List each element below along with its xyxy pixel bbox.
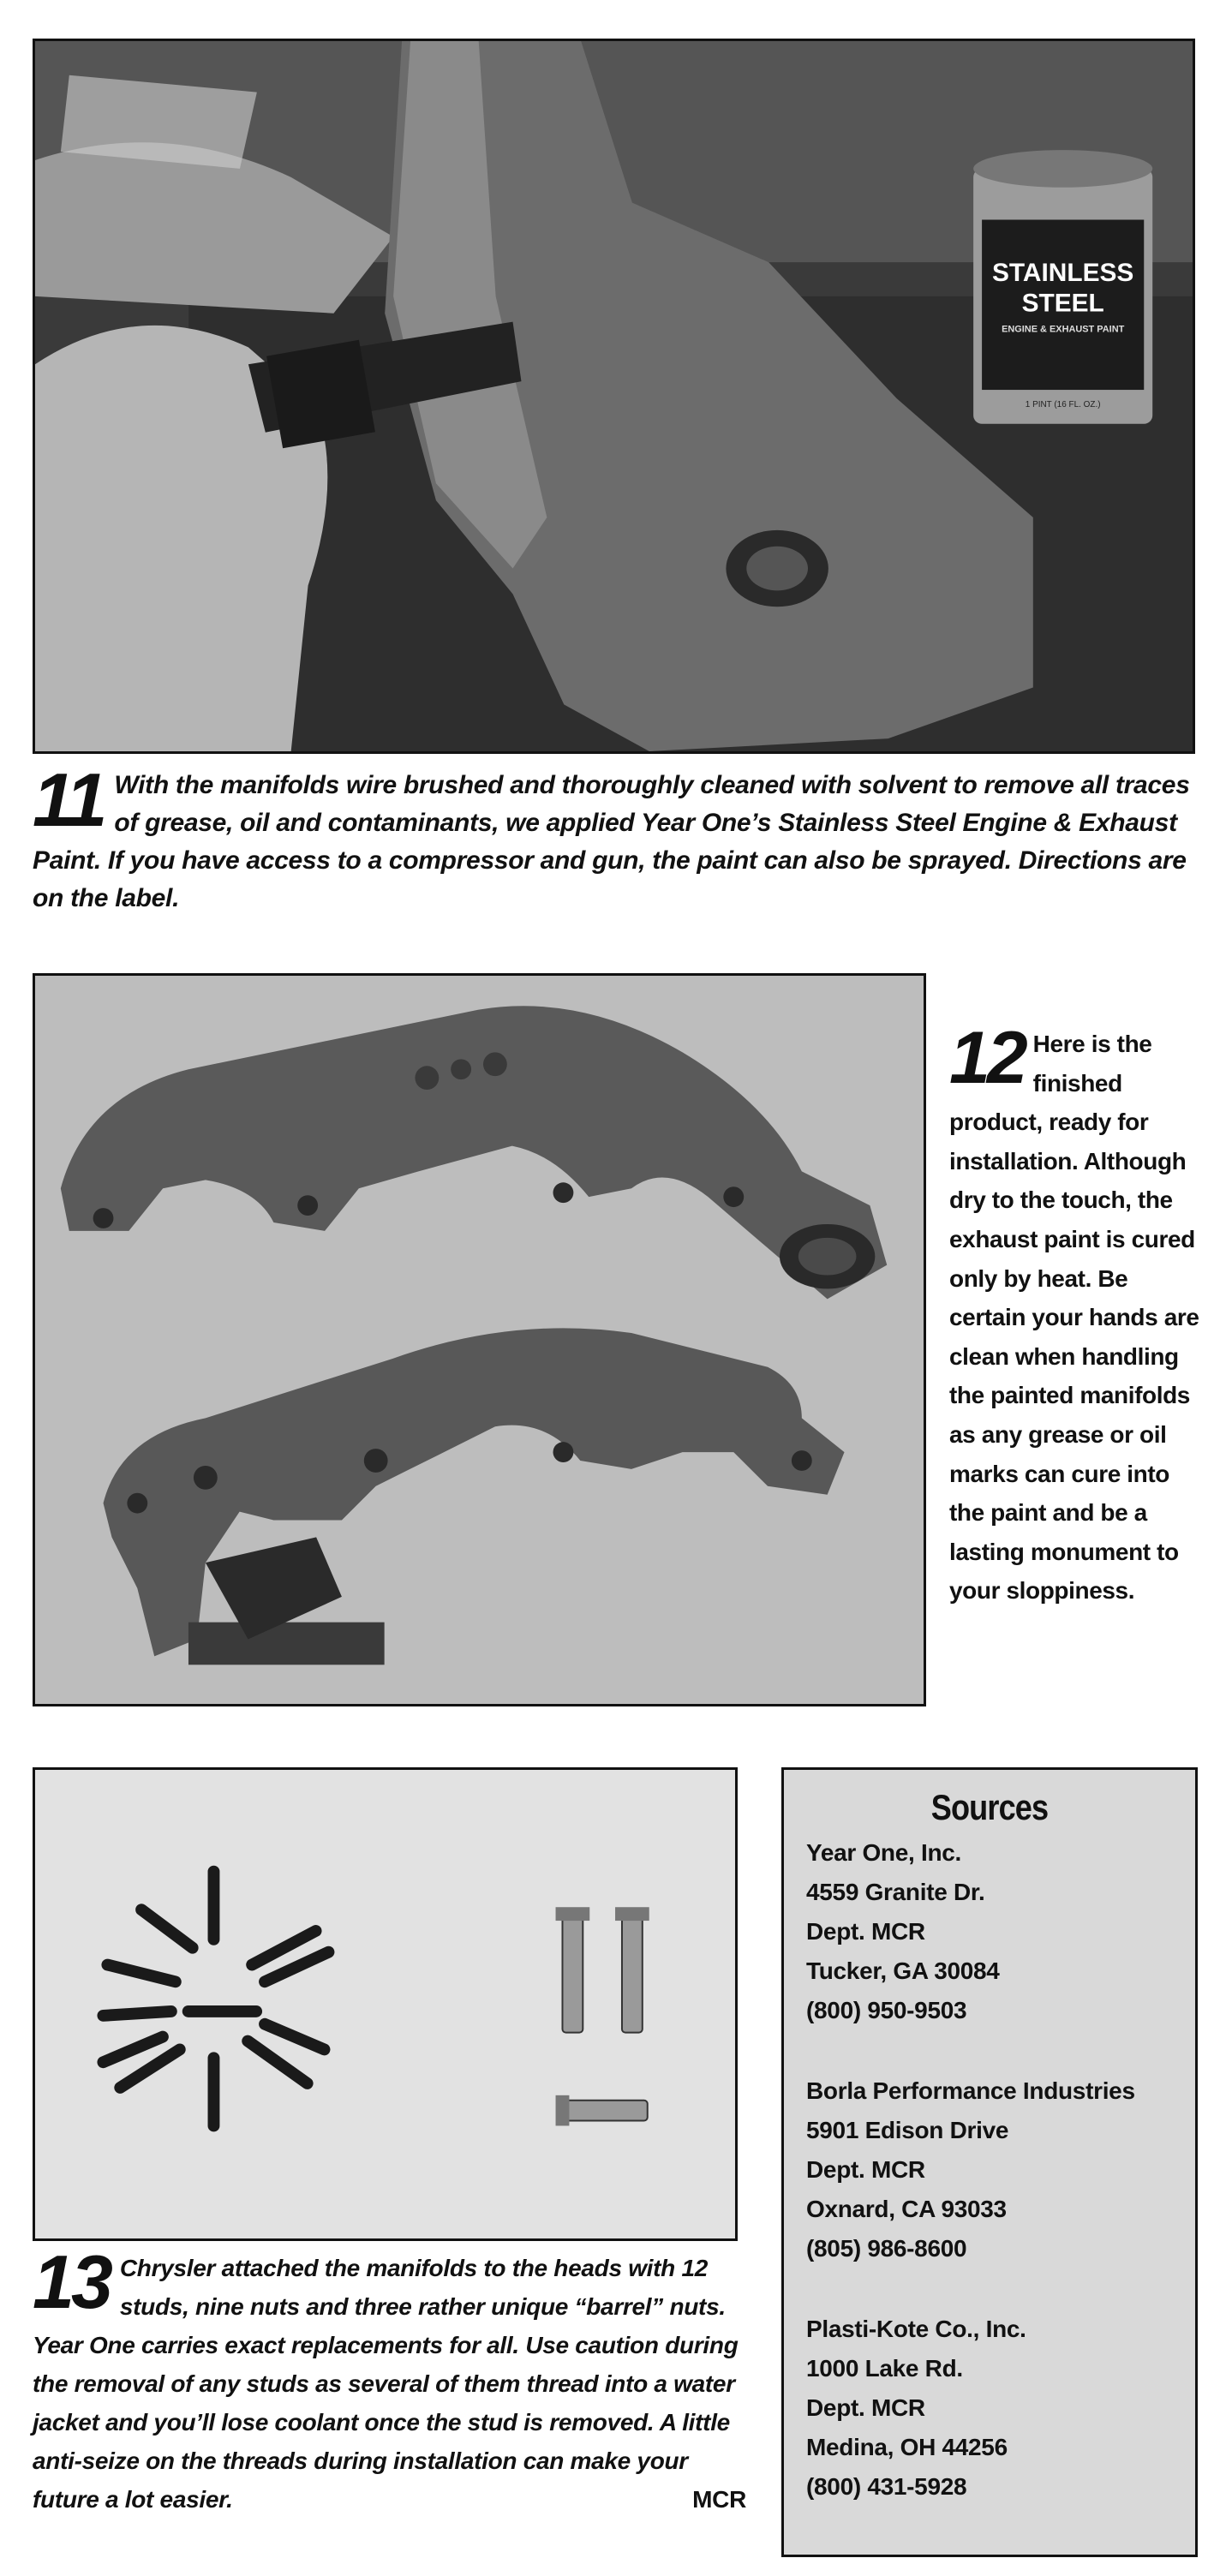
photo-studs-and-nuts: [33, 1767, 738, 2241]
sources-title: Sources: [930, 1787, 1049, 1827]
step-number-12: 12: [949, 1017, 1025, 1099]
source-name: Plasti-Kote Co., Inc.: [806, 2316, 1026, 2342]
source-address: 1000 Lake Rd.: [806, 2355, 963, 2382]
source-dept: Dept. MCR: [806, 2394, 925, 2421]
author-signature: MCR: [692, 2486, 746, 2513]
source-city: Tucker, GA 30084: [806, 1957, 1000, 1984]
source-dept: Dept. MCR: [806, 2156, 925, 2183]
can-label-line3: ENGINE & EXHAUST PAINT: [1002, 324, 1125, 335]
source-name: Borla Performance Industries: [806, 2077, 1135, 2104]
photo-painting-manifold: [33, 39, 1195, 754]
photo-finished-manifolds: [33, 973, 926, 1706]
source-dept: Dept. MCR: [806, 1918, 925, 1945]
source-entry-plasti-kote: [806, 2310, 1173, 2507]
sources-box: [781, 1767, 1198, 2557]
source-entry-borla: [806, 2071, 1173, 2268]
source-phone: (805) 986-8600: [806, 2235, 967, 2262]
source-phone: (800) 431-5928: [806, 2473, 967, 2500]
can-label-line2: STEEL: [1021, 289, 1104, 318]
step-11-text: With the manifolds wire brushed and thoroughly cleaned with solvent to remove all traces of grease, oil and contaminants, we applied Year One’s Stainless Steel Engine & Exhaust Paint. If you have access to a compressor and gun, the paint can also be sprayed. Directions are on the label.: [33, 771, 1190, 912]
source-city: Medina, OH 44256: [806, 2434, 1008, 2460]
source-address: 5901 Edison Drive: [806, 2117, 1009, 2143]
can-label-size: 1 PINT (16 FL. OZ.): [1025, 399, 1101, 409]
caption-step-13: [33, 2239, 746, 2519]
can-label-line1: STAINLESS: [992, 259, 1134, 287]
source-city: Oxnard, CA 93033: [806, 2196, 1007, 2222]
step-number-13: 13: [33, 2239, 110, 2324]
source-phone: (800) 950-9503: [806, 1997, 967, 2023]
caption-step-12: [949, 1017, 1206, 1611]
step-12-text: Here is the finished product, ready for installation. Although dry to the touch, the exhaust paint is cured only by heat. Be certain your hands are clean when handling the painted manifolds as any grease or oil marks can cure into the paint and be a lasting monument to your sloppiness.: [949, 1031, 1199, 1605]
caption-step-11: [33, 757, 1195, 917]
source-name: Year One, Inc.: [806, 1839, 961, 1866]
step-number-11: 11: [33, 757, 105, 842]
source-address: 4559 Granite Dr.: [806, 1879, 985, 1905]
step-13-text: Chrysler attached the manifolds to the heads with 12 studs, nine nuts and three rather unique “barrel” nuts. Year One carries exact replacements for all. Use caution during the removal of any studs as several of them thread into a water jacket and you’ll lose coolant once the stud is removed. A little anti-seize on the threads during installation can make your future a lot easier.: [33, 2255, 739, 2513]
source-entry-year-one: [806, 1833, 1173, 2030]
